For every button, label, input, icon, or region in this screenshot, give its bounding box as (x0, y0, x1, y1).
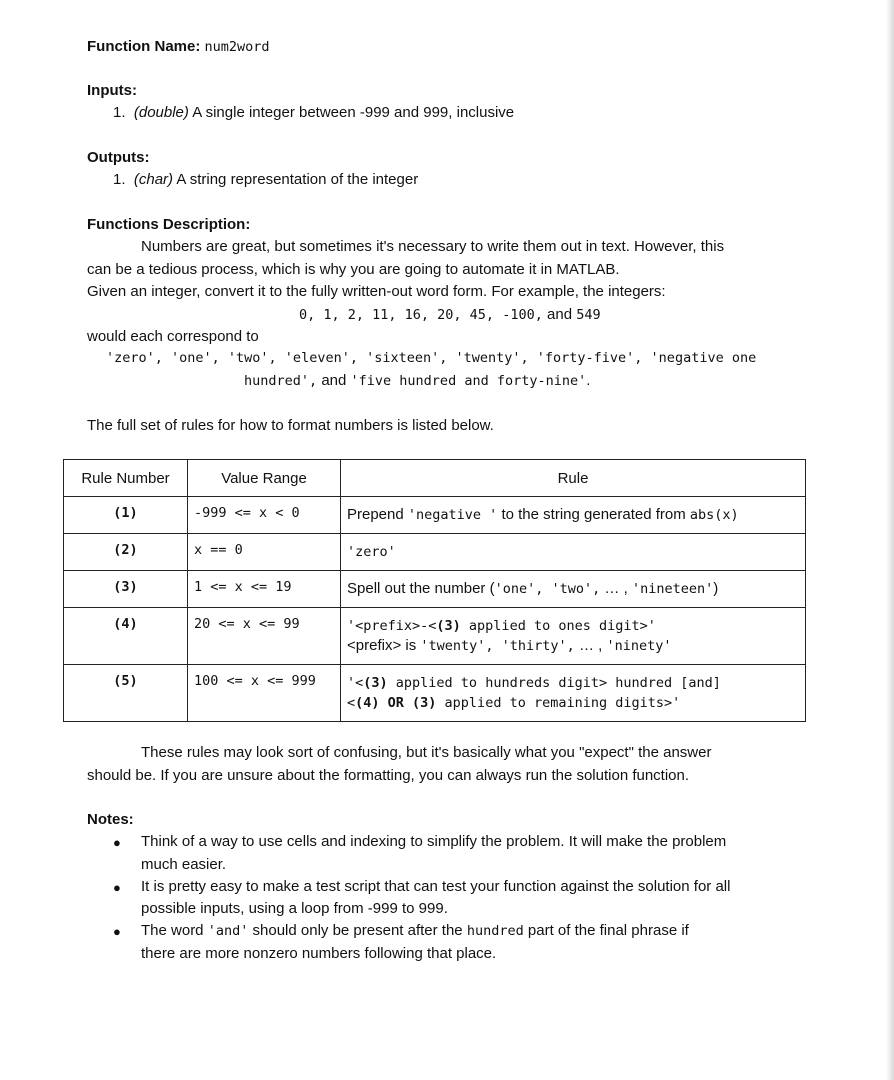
example-words-and: and (321, 372, 347, 389)
rule-number: (2) (64, 534, 188, 571)
rule-code: < (347, 695, 356, 711)
rule-text-part: … , (600, 580, 632, 597)
output-item (113, 171, 418, 188)
function-name-label: Function Name: (87, 38, 201, 55)
description-line-2: can be a tedious process, which is why you are going to automate it in MATLAB. (87, 261, 620, 278)
rule-text-part: … , (574, 637, 607, 654)
rule-number: (3) (64, 571, 188, 608)
rule-code: 'ninety' (606, 638, 672, 654)
rule-code-bold: (4) OR (3) (355, 695, 437, 711)
table-row (64, 608, 806, 665)
input-item-type: (double) (133, 104, 189, 121)
value-range: 100 <= x <= 999 (188, 665, 341, 722)
rule-text-part: Spell out the number ( (347, 580, 495, 597)
example-integers-and: and (547, 306, 573, 323)
bullet-icon: ● (113, 835, 121, 850)
note-3-text: part of the final phrase if (523, 922, 689, 939)
rule-code: 'zero' (347, 544, 396, 560)
table-row (64, 665, 806, 722)
header-rule-number: Rule Number (64, 460, 188, 497)
example-words-hundred: hundred', (244, 373, 318, 389)
header-value-range: Value Range (188, 460, 341, 497)
rule-code: 'nineteen' (631, 581, 714, 597)
rule-line-1 (347, 616, 799, 636)
rule-text (341, 608, 806, 665)
rules-table (63, 459, 806, 722)
closing-line-1: These rules may look sort of confusing, but it's basically what you "expect" the answer (141, 744, 712, 761)
note-2-line-2: possible inputs, using a loop from -999 to 999. (141, 900, 448, 917)
rule-code: '< (347, 675, 364, 691)
example-words-line-2 (244, 372, 590, 389)
example-integers (299, 306, 601, 323)
rule-text-part: Prepend (347, 506, 408, 523)
bullet-icon: ● (113, 880, 121, 895)
rule-line-2 (347, 636, 799, 656)
inputs-heading: Inputs: (87, 82, 137, 99)
value-range: 1 <= x <= 19 (188, 571, 341, 608)
table-row (64, 497, 806, 534)
bullet-icon: ● (113, 924, 121, 939)
rule-code: applied to hundreds digit> hundred [and] (387, 675, 721, 691)
output-item-type: (char) (133, 171, 174, 188)
value-range: 20 <= x <= 99 (188, 608, 341, 665)
table-row (64, 534, 806, 571)
rule-line-1 (347, 673, 799, 693)
note-3-text: The word (141, 922, 208, 939)
output-item-text: A string representation of the integer (176, 171, 419, 188)
rules-intro: The full set of rules for how to format numbers is listed below. (87, 417, 494, 434)
value-range: x == 0 (188, 534, 341, 571)
rule-text (341, 571, 806, 608)
example-words-line-1: 'zero', 'one', 'two', 'eleven', 'sixteen', 'twenty', 'forty-five', 'negative one (106, 350, 757, 366)
output-item-number: 1. (113, 171, 126, 188)
note-3-line-2: there are more nonzero numbers following that place. (141, 945, 497, 962)
rule-code: applied to remaining digits>' (436, 695, 681, 711)
value-range: -999 <= x < 0 (188, 497, 341, 534)
note-1-line-2: much easier. (141, 856, 227, 873)
rule-text (341, 534, 806, 571)
closing-line-2: should be. If you are unsure about the formatting, you can always run the solution function. (87, 767, 690, 784)
rule-code: applied to ones digit>' (460, 618, 656, 634)
input-item (113, 104, 514, 121)
note-3-code: 'and' (207, 923, 249, 939)
function-name-line (87, 38, 270, 55)
notes-heading: Notes: (87, 811, 134, 828)
description-heading: Functions Description: (87, 216, 251, 233)
rule-text (341, 665, 806, 722)
rule-number: (1) (64, 497, 188, 534)
note-1-line-1: Think of a way to use cells and indexing to simplify the problem. It will make the problem (141, 833, 727, 850)
note-3-code: hundred (466, 923, 524, 939)
example-words-last: 'five hundred and forty-nine' (350, 373, 587, 389)
note-3-line-1 (141, 922, 689, 939)
outputs-heading: Outputs: (87, 149, 150, 166)
example-integers-last: 549 (576, 307, 601, 323)
function-name-value: num2word (204, 39, 270, 55)
input-item-number: 1. (113, 104, 126, 121)
description-line-1: Numbers are great, but sometimes it's necessary to write them out in text. However, this (141, 238, 725, 255)
rule-text-part: ) (713, 580, 719, 597)
rule-code: '<prefix>-< (347, 618, 437, 634)
example-integers-code: 0, 1, 2, 11, 16, 20, 45, -100, (299, 307, 543, 323)
rule-text-part: to the string generated from (497, 506, 690, 523)
rule-code: 'one', 'two', (494, 581, 601, 597)
rule-code: 'negative ' (407, 507, 498, 523)
note-3-text: should only be present after the (248, 922, 467, 939)
note-2-line-1: It is pretty easy to make a test script that can test your function against the solution for all (141, 878, 731, 895)
rule-code: abs(x) (689, 507, 739, 523)
example-words-period: . (586, 372, 591, 389)
correspond-text: would each correspond to (87, 328, 259, 345)
header-rule: Rule (341, 460, 806, 497)
rule-code-bold: (3) (436, 618, 461, 634)
rule-line-2 (347, 693, 799, 713)
rule-text (341, 497, 806, 534)
input-item-text: A single integer between -999 and 999, inclusive (192, 104, 515, 121)
rule-code: 'twenty', 'thirty', (420, 638, 575, 654)
rule-code-bold: (3) (363, 675, 388, 691)
rule-number: (4) (64, 608, 188, 665)
rule-number: (5) (64, 665, 188, 722)
page-edge-shadow (886, 0, 894, 1080)
description-line-3: Given an integer, convert it to the fully written-out word form. For example, the integers: (87, 283, 666, 300)
rule-text-part: <prefix> is (347, 637, 421, 654)
table-row (64, 571, 806, 608)
